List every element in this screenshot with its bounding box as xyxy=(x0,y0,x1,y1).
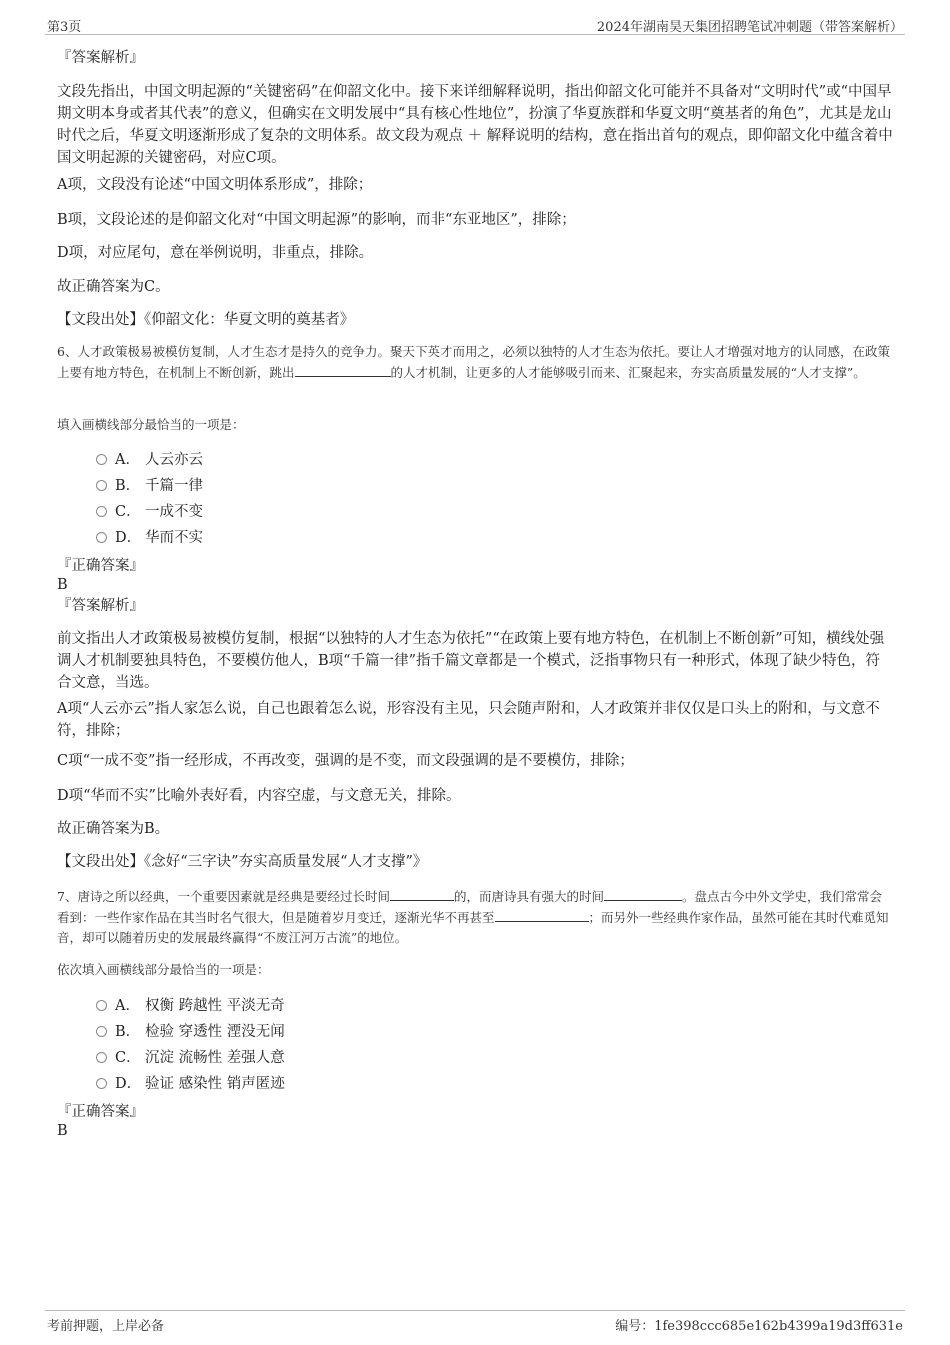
q7-blank-3 xyxy=(495,907,589,922)
q7-blank-1 xyxy=(390,886,454,901)
q6-analysis-label: 『答案解析』 xyxy=(57,598,144,614)
q7-stem-part4: ；而另外一些经典作家作品，虽然可能在其时代难觅知音，却可以随着历史的发展最终赢得“不废江河万古流”的地位。 xyxy=(57,910,889,945)
page-number: 第3页 xyxy=(47,20,82,35)
q7-blank-2 xyxy=(604,886,682,901)
q6-stem-part2: 的人才机制，让更多的人才能够吸引而来、汇聚起来，夯实高质量发展的“人才支撑”。 xyxy=(390,365,866,380)
q7-stem xyxy=(57,886,893,948)
q6-option-b[interactable]: B． 千篇一律 xyxy=(96,475,203,497)
q6-blank xyxy=(295,362,391,377)
q7-stem-part3: 。盘点古今中外文学史，我们常常会看到：一些作家作品在其当时名气很大，但是随着岁月变迁，逐渐光华不再甚至 xyxy=(57,889,882,925)
q6-option-a[interactable]: A． 人云亦云 xyxy=(96,449,203,471)
q6-stem xyxy=(57,342,893,383)
q7-option-d[interactable]: D． 验证 感染性 销声匿迹 xyxy=(96,1073,285,1095)
radio-icon[interactable] xyxy=(96,1052,107,1063)
q7-option-c[interactable]: C． 沉淀 流畅性 差强人意 xyxy=(96,1047,285,1069)
q5-conclusion: 故正确答案为C。 xyxy=(57,279,170,295)
radio-icon[interactable] xyxy=(96,1026,107,1037)
q5-analysis-label: 『答案解析』 xyxy=(57,50,144,66)
q7-answer: B xyxy=(57,1123,68,1139)
q5-analysis-option-a: A项，文段没有论述“中国文明体系形成”，排除； xyxy=(57,177,373,193)
q7-option-b[interactable]: B． 检验 穿透性 湮没无闻 xyxy=(96,1021,285,1043)
q6-answer: B xyxy=(57,577,68,593)
radio-icon[interactable] xyxy=(96,506,107,517)
q7-answer-label: 『正确答案』 xyxy=(57,1104,144,1120)
q5-analysis-option-d: D项，对应尾句，意在举例说明，非重点，排除。 xyxy=(57,245,374,261)
radio-icon[interactable] xyxy=(96,532,107,543)
document-id: 编号：1fe398ccc685e162b4399a19d3ff631e xyxy=(615,1319,903,1334)
radio-icon[interactable] xyxy=(96,1078,107,1089)
radio-icon[interactable] xyxy=(96,454,107,465)
q7-prompt: 依次填入画横线部分最恰当的一项是： xyxy=(57,962,270,977)
q6-stem-part1: 6、人才政策极易被模仿复制，人才生态才是持久的竞争力。聚天下英才而用之，必须以独特的人才生态为依托。要让人才增强对地方的认同感，在政策上要有地方特色，在机制上不断创新，跳出 xyxy=(57,344,890,380)
q6-answer-label: 『正确答案』 xyxy=(57,558,144,574)
footer-slogan: 考前押题，上岸必备 xyxy=(47,1319,165,1334)
q6-analysis-option-a: A项“人云亦云”指人家怎么说，自己也跟着怎么说，形容没有主见，只会随声附和，人才政策并非仅仅是口头上的附和，与文意不符，排除； xyxy=(57,701,880,739)
q7-option-a[interactable]: A． 权衡 跨越性 平淡无奇 xyxy=(96,995,285,1017)
q7-stem-part2: 的，而唐诗具有强大的时间 xyxy=(453,889,604,904)
document-title: 2024年湖南昊天集团招聘笔试冲刺题（带答案解析） xyxy=(596,20,903,35)
q7-stem-part1: 7、唐诗之所以经典，一个重要因素就是经典是要经过长时间 xyxy=(57,889,390,904)
q6-source: 【文段出处】《念好“三字诀”夯实高质量发展“人才支撑”》 xyxy=(57,854,428,870)
q6-analysis-paragraph: 前文指出人才政策极易被模仿复制，根据“以独特的人才生态为依托”“在政策上要有地方特色，在机制上不断创新”可知，横线处强调人才机制要独具特色，不要模仿他人，B项“千篇一律”指千篇文章都是一个模式，泛指事物只有一种形式，体现了缺少特色，符合文意，当选。 xyxy=(57,631,885,691)
page-footer xyxy=(45,1310,905,1337)
q6-analysis-option-d: D项“华而不实”比喻外表好看，内容空虚，与文意无关，排除。 xyxy=(57,788,461,804)
page-header xyxy=(45,14,905,35)
q6-conclusion: 故正确答案为B。 xyxy=(57,821,170,837)
q6-prompt: 填入画横线部分最恰当的一项是： xyxy=(57,417,245,432)
q5-analysis-option-b: B项，文段论述的是仰韶文化对“中国文明起源”的影响，而非“东亚地区”，排除； xyxy=(57,212,576,228)
radio-icon[interactable] xyxy=(96,480,107,491)
q6-analysis-option-c: C项“一成不变”指一经形成，不再改变，强调的是不变，而文段强调的是不要模仿，排除； xyxy=(57,753,634,769)
radio-icon[interactable] xyxy=(96,1000,107,1011)
q6-option-d[interactable]: D． 华而不实 xyxy=(96,527,203,549)
q5-analysis-paragraph: 文段先指出，中国文明起源的“关键密码”在仰韶文化中。接下来详细解释说明，指出仰韶文化可能并不具备对“文明时代”或“中国早期文明本身或者其代表”的意义，但确实在文明发展中“具有核心性地位”，扮演了华夏族群和华夏文明“奠基者的角色”，尤其是龙山时代之后，华夏文明逐渐形成了复杂的文明体系。故文段为观点 ＋ 解释说明的结构，意在指出首句的观点，即仰韶文化中蕴含着中国文明起源的关键密码，对应C项。 xyxy=(57,84,893,166)
q5-source: 【文段出处】《仰韶文化：华夏文明的奠基者》 xyxy=(57,312,355,328)
q6-option-c[interactable]: C． 一成不变 xyxy=(96,501,203,523)
